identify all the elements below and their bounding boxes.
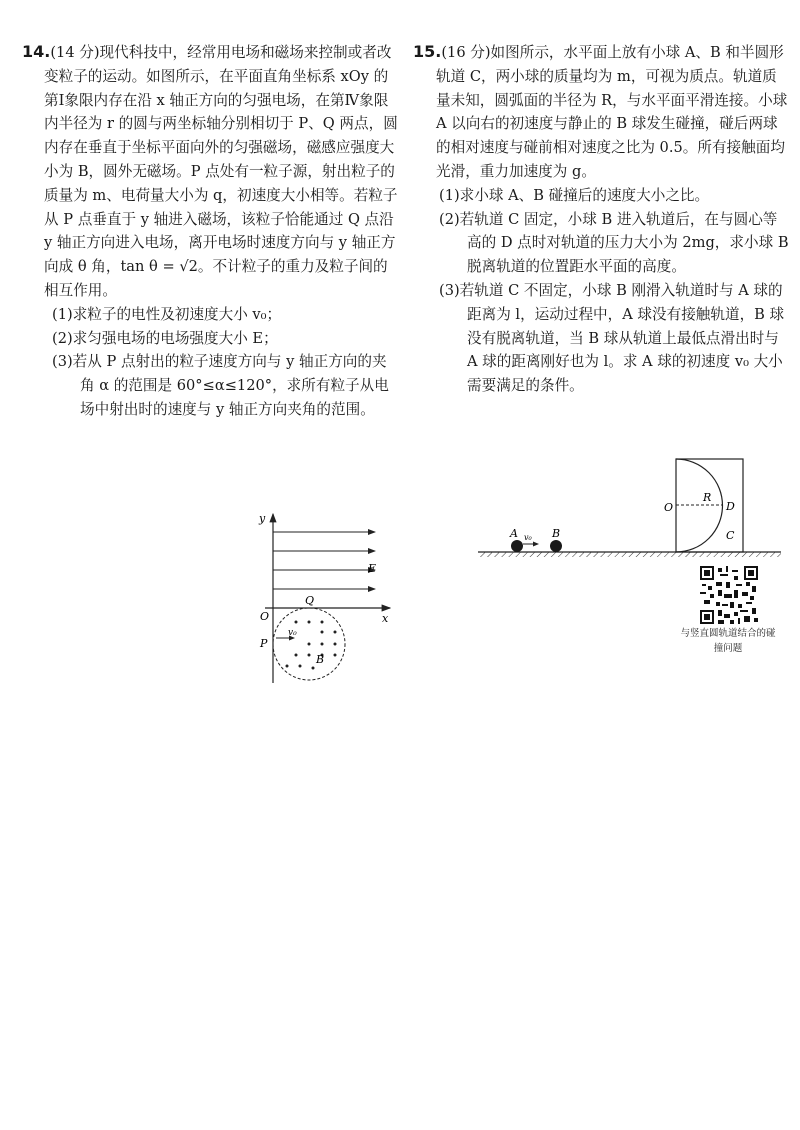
question-15 bbox=[413, 40, 789, 398]
x-label: x bbox=[382, 612, 389, 625]
q-label: Q bbox=[305, 594, 315, 607]
q15-sub1: (1)求小球 A、B 碰撞后的速度大小之比。 bbox=[439, 186, 710, 204]
q14-number: 14. bbox=[22, 42, 51, 61]
qr-caption: 与竖直圆轨道结合的碰撞问题 bbox=[680, 628, 776, 654]
ball-a bbox=[511, 540, 523, 552]
q15-number: 15. bbox=[413, 42, 442, 61]
d-label: D bbox=[726, 500, 735, 513]
q15-sub3: (3)若轨道 C 不固定，小球 B 刚滑入轨道时与 A 球的距离为 l，运动过程中，A 球没有接触轨道，B 球没有脱离轨道，当 B 球从轨道上最低点滑出时与 A 球的距离刚好也为 l。求 A 球的初速度 v₀ 大小需要满足的条件。 bbox=[439, 281, 785, 395]
o-label: O bbox=[664, 501, 674, 514]
q14-figure bbox=[250, 508, 400, 688]
e-label: E bbox=[368, 562, 377, 575]
question-14 bbox=[22, 40, 398, 422]
r-label: R bbox=[703, 491, 712, 504]
a-label: A bbox=[510, 527, 518, 540]
p-label: P bbox=[260, 637, 268, 650]
origin-label: O bbox=[260, 610, 270, 623]
y-label: y bbox=[259, 512, 266, 525]
qr-code[interactable] bbox=[700, 566, 758, 624]
b-label: B bbox=[552, 527, 561, 540]
q14-sub2: (2)求匀强电场的电场强度大小 E； bbox=[52, 329, 278, 347]
v0-label: v₀ bbox=[288, 628, 297, 638]
v0-label: v₀ bbox=[524, 533, 532, 542]
ball-b bbox=[550, 540, 562, 552]
q15-figure bbox=[476, 455, 786, 565]
q14-sub1: (1)求粒子的电性及初速度大小 v₀； bbox=[52, 305, 282, 323]
q14-intro: 14.(14 分)现代科技中，经常用电场和磁场来控制或者改变粒子的运动。如图所示，在平面直角坐标系 xOy 的第Ⅰ象限内存在沿 x 轴正方向的匀强电场，在第Ⅳ象限内半径为 r 的圆与两坐标轴分别相切于 P、Q 两点，圆内存在垂直于坐标平面向外的匀强磁场，磁感应强度大小为 B，圆外无磁场。P 点处有一粒子源，射出粒子的质量为 m、电荷量大小为 q，初速度大小相等。若粒子从 P 点垂直于 y 轴进入磁场，该粒子恰能通过 Q 点沿 y 轴正方向进入电场，离开电场时速度方向与 y 轴正方向成 θ 角，tan θ = √2。不计粒子的重力及粒子间的相互作用。 bbox=[22, 42, 398, 299]
c-label: C bbox=[726, 529, 735, 542]
q15-intro: 15.(16 分)如图所示，水平面上放有小球 A、B 和半圆形轨道 C，两小球的质量均为 m，可视为质点。轨道质量未知，圆弧面的半径为 R，与水平面平滑连接。小球 A 以向右的初速度与静止的 B 球发生碰撞，碰后两球的相对速度与碰前相对速度之比为 0.5。所有接触面均光滑，重力加速度为 g。 bbox=[413, 42, 788, 180]
ground-hatch bbox=[478, 552, 781, 557]
b-label: B bbox=[316, 653, 325, 666]
q14-sub3: (3)若从 P 点射出的粒子速度方向与 y 轴正方向的夹角 α 的范围是 60°≤α≤120°，求所有粒子从电场中射出时的速度与 y 轴正方向夹角的范围。 bbox=[52, 353, 389, 418]
q15-sub2: (2)若轨道 C 固定，小球 B 进入轨道后，在与圆心等高的 D 点时对轨道的压力大小为 2mg，求小球 B 脱离轨道的位置距水平面的高度。 bbox=[439, 210, 789, 276]
